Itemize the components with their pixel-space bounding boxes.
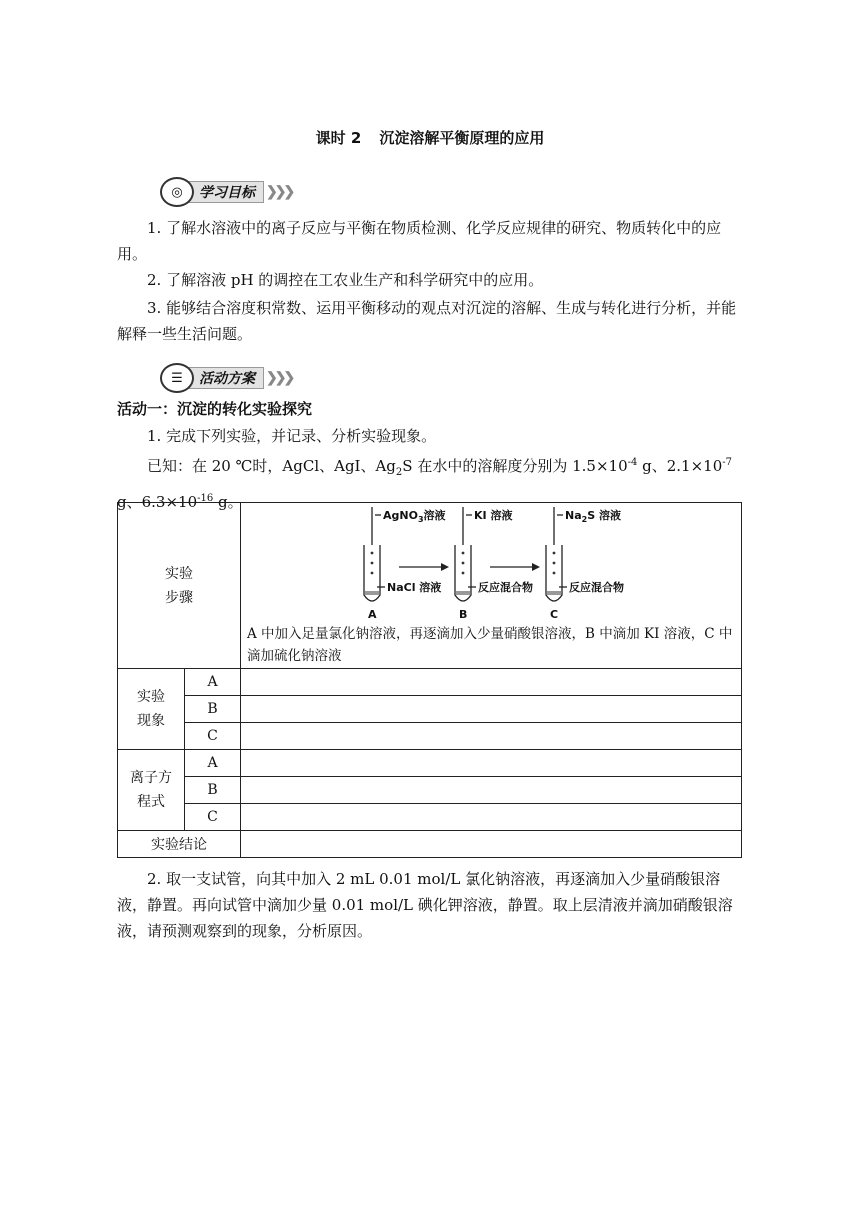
phenomenon-label: 实验 现象 (137, 689, 165, 729)
equation-label: 离子方 程式 (130, 770, 172, 810)
test-tube-diagram (351, 505, 671, 623)
arrows-icon: ❯❯❯ (266, 370, 293, 386)
phenomenon-a-cell[interactable] (241, 669, 742, 696)
reagent-b: KI 溶液 (474, 509, 513, 522)
activity1-task2: 2. 取一支试管，向其中加入 2 mL 0.01 mol/L 氯化钠溶液，再逐滴加入少量硝酸银溶液，静置。再向试管中滴加少量 0.01 mol/L 碘化钾溶液，静置。取上层清液并滴加硝酸银溶液，请预测观察到的现象，分析原因。 (117, 870, 733, 940)
phenomenon-label-cell (118, 669, 185, 750)
row-label: C (185, 723, 241, 750)
arrows-icon: ❯❯❯ (266, 184, 293, 200)
row-label: A (185, 750, 241, 777)
reagent-a: AgNO$_3$溶液 (383, 509, 446, 524)
content-c: 反应混合物 (569, 581, 624, 594)
row-label: B (185, 696, 241, 723)
conclusion-cell[interactable] (241, 831, 742, 858)
page-title (0, 127, 860, 148)
lesson-name: 沉淀溶解平衡原理的应用 (379, 129, 545, 147)
equation-c-cell[interactable] (241, 804, 742, 831)
content-a: NaCl 溶液 (387, 581, 442, 594)
objectives-header-label: 学习目标 (199, 185, 255, 201)
activity1-heading: 活动一：沉淀的转化实验探究 (117, 400, 313, 418)
objective-3: 3. 能够结合溶度积常数、运用平衡移动的观点对沉淀的溶解、生成与转化进行分析，并能解释一些生活问题。 (117, 299, 737, 343)
equation-b-cell[interactable] (241, 777, 742, 804)
activity1-task1: 1. 完成下列实验，并记录、分析实验现象。 (147, 427, 437, 445)
equation-label-cell (118, 750, 185, 831)
reagent-c: $Na_2S$ 溶液 (565, 509, 621, 524)
experiment-table (117, 502, 742, 858)
activities-badge (160, 364, 292, 392)
steps-caption: A 中加入足量氯化钠溶液，再逐滴加入少量硝酸银溶液，B 中滴加 KI 溶液，C 中滴加硫化钠溶液 (247, 626, 733, 664)
target-icon: ◎ (160, 177, 194, 207)
row-label: B (185, 777, 241, 804)
equation-a-cell[interactable] (241, 750, 742, 777)
steps-label: 实验 步骤 (165, 565, 193, 606)
phenomenon-b-cell[interactable] (241, 696, 742, 723)
objective-2: 2. 了解溶液 pH 的调控在工农业生产和科学研究中的应用。 (147, 271, 544, 289)
objectives-badge (160, 178, 292, 206)
tube-label-a: A (368, 608, 377, 621)
content-b: 反应混合物 (478, 581, 533, 594)
objective-1: 1. 了解水溶液中的离子反应与平衡在物质检测、化学反应规律的研究、物质转化中的应用。 (117, 219, 722, 263)
steps-label-cell (118, 503, 241, 669)
row-label: C (185, 804, 241, 831)
steps-diagram-cell (241, 503, 742, 669)
conclusion-label: 实验结论 (118, 831, 241, 858)
row-label: A (185, 669, 241, 696)
lesson-label: 课时 2 (315, 129, 362, 147)
known-rich: 已知：在 20 ℃时，AgCl、AgI、$Ag_2S$ 在水中的溶解度分别为 $1.5\times 10^{-4}$ g、$2.1\times 10^{-7}$ g、$6.3\times 10^{-16}$ g。 (117, 457, 733, 511)
tube-label-b: B (459, 608, 468, 621)
tube-label-c: C (550, 608, 559, 621)
phenomenon-c-cell[interactable] (241, 723, 742, 750)
list-icon: ☰ (160, 363, 194, 393)
activities-header-label: 活动方案 (199, 371, 255, 387)
